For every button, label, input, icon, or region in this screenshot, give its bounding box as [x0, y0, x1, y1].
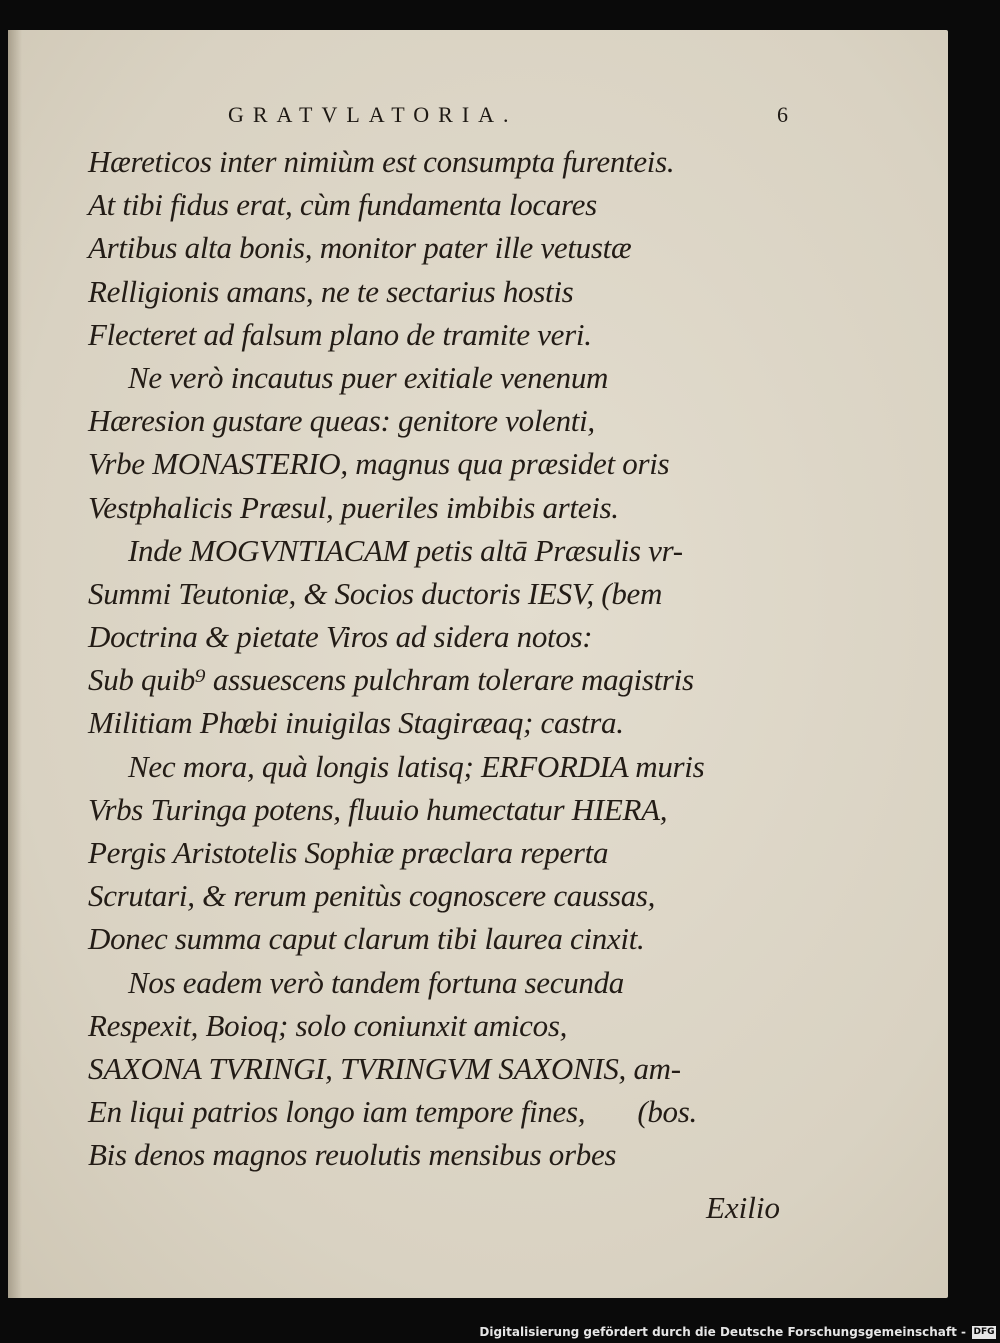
- verse-line: Hæresion gustare queas: genitore volenti,: [88, 403, 595, 439]
- verse-line: Respexit, Boioq; solo coniunxit amicos,: [88, 1007, 568, 1043]
- verse-line: Sub quib⁹ assuescens pulchram tolerare magistris: [88, 662, 694, 698]
- running-title: GRATVLATORIA.: [228, 102, 518, 127]
- verse-line: Vrbs Turinga potens, fluuio humectatur HIERA,: [88, 791, 668, 827]
- catchword: Exilio: [705, 1190, 780, 1225]
- page-header: [228, 102, 788, 132]
- verse-line: Inde MOGVNTIACAM petis altā Præsulis vr-: [128, 532, 683, 568]
- verse-line: SAXONA TVRINGI, TVRINGVM SAXONIS, am-: [88, 1050, 681, 1086]
- verse-line: En liqui patrios longo iam tempore fines, (bos.: [88, 1094, 697, 1130]
- verse-line: At tibi fidus erat, cùm fundamenta locares: [88, 187, 597, 223]
- verse-line: Summi Teutoniæ, & Socios ductoris IESV, (bem: [88, 575, 663, 611]
- poem-text: [88, 140, 788, 1177]
- footer-bar: [0, 1317, 1000, 1343]
- verse-line: Relligionis amans, ne te sectarius hostis: [88, 273, 574, 309]
- verse-line: Flecteret ad falsum plano de tramite veri.: [88, 316, 592, 352]
- verse-line: Vrbe MONASTERIO, magnus qua præsidet oris: [88, 446, 670, 482]
- verse-line: Pergis Aristotelis Sophiæ præclara reperta: [88, 835, 609, 870]
- verse-line: Donec summa caput clarum tibi laurea cinxit.: [88, 921, 645, 957]
- funding-note: Digitalisierung gefördert durch die Deutsche Forschungsgemeinschaft -: [479, 1325, 966, 1339]
- verse-line: Nos eadem verò tandem fortuna secunda: [128, 964, 625, 1000]
- page-number: 6: [777, 102, 788, 127]
- verse-line: Ne verò incautus puer exitiale venenum: [128, 359, 609, 395]
- binding-shadow: [8, 30, 22, 1298]
- book-page: [8, 30, 948, 1298]
- verse-line: Nec mora, quà longis latisq; ERFORDIA muris: [128, 748, 705, 784]
- verse-line: Vestphalicis Præsul, pueriles imbibis arteis.: [88, 489, 619, 525]
- verse-line: Scrutari, & rerum penitùs cognoscere caussas,: [88, 878, 656, 914]
- verse-line: Hæreticos inter nimiùm est consumpta furenteis.: [88, 144, 675, 179]
- dfg-logo: DFG: [973, 1327, 995, 1337]
- verse-line: Doctrina & pietate Viros ad sidera notos:: [88, 619, 593, 655]
- verse-line: Militiam Phœbi inuigilas Stagiræaq; castra.: [88, 705, 624, 741]
- verse-line: Artibus alta bonis, monitor pater ille vetustæ: [88, 230, 632, 266]
- verse-line: Bis denos magnos reuolutis mensibus orbes: [88, 1137, 617, 1173]
